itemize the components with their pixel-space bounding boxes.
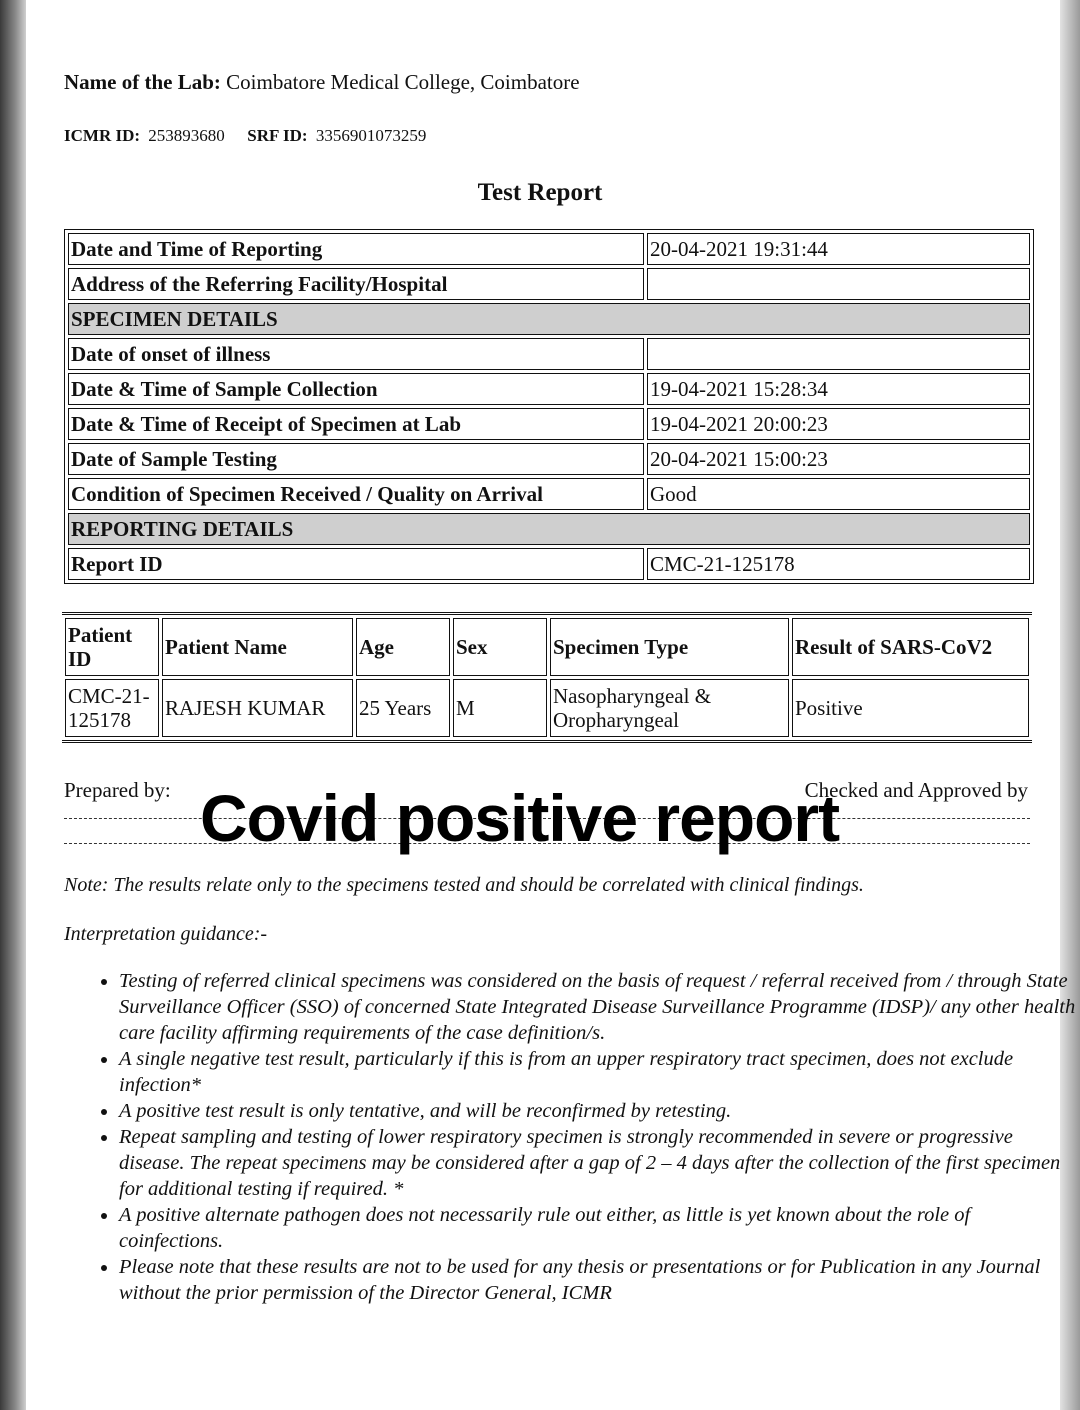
- specimen-type-cell: Nasopharyngeal & Oropharyngeal: [550, 679, 789, 737]
- sex-cell: M: [453, 679, 547, 737]
- column-header: Patient Name: [162, 618, 353, 676]
- patient-table: [62, 612, 1032, 743]
- detail-value: 19-04-2021 20:00:23: [647, 408, 1030, 440]
- section-heading: SPECIMEN DETAILS: [68, 303, 1030, 335]
- column-header: Age: [356, 618, 450, 676]
- list-item: • Please note that these results are not to be used for any thesis or presentations or for Publication in any Journal without the prior permission of the Director General, ICMR: [119, 1254, 1079, 1306]
- list-item: • A positive test result is only tentative, and will be reconfirmed by retesting.: [119, 1098, 1079, 1124]
- patient-id-cell: CMC-21-125178: [65, 679, 159, 737]
- ids-line: [64, 126, 426, 146]
- detail-label: Date & Time of Sample Collection: [68, 373, 644, 405]
- result-cell: Positive: [792, 679, 1029, 737]
- table-row: [68, 478, 1030, 510]
- srf-id-value: 3356901073259: [315, 126, 427, 145]
- age-cell: 25 Years: [356, 679, 450, 737]
- photo-edge-left: [0, 0, 26, 1410]
- list-item: • A single negative test result, particularly if this is from an upper respiratory tract specimen, does not exclude infection*: [119, 1046, 1079, 1098]
- lab-name-label: Name of the Lab:: [64, 70, 221, 94]
- checked-by-label: Checked and Approved by: [804, 778, 1028, 802]
- prepared-by-label: Prepared by:: [64, 778, 171, 802]
- detail-value: Good: [647, 478, 1030, 510]
- list-item: • Testing of referred clinical specimens was considered on the basis of request / referral received from / through State Surveillance Officer (SSO) of concerned State Integrated Disease Surveillance Programme (IDSP)/ any other health care facility affirming requirements of the case definition/s.: [119, 968, 1079, 1046]
- table-row: [65, 679, 1029, 737]
- overlay-caption: Covid positive report: [200, 781, 840, 855]
- detail-value: 20-04-2021 19:31:44: [647, 233, 1030, 265]
- detail-label: Date & Time of Receipt of Specimen at Lab: [68, 408, 644, 440]
- list-item: • Repeat sampling and testing of lower respiratory specimen is strongly recommended in severe or progressive disease. The repeat specimens may be considered after a gap of 2 – 4 days after the collection of the first specimen for additional testing if required. *: [119, 1124, 1079, 1202]
- table-row: [68, 548, 1030, 580]
- detail-label: Condition of Specimen Received / Quality on Arrival: [68, 478, 644, 510]
- srf-id-label: SRF ID:: [247, 126, 308, 145]
- patient-name-cell: RAJESH KUMAR: [162, 679, 353, 737]
- table-header-row: [65, 618, 1029, 676]
- column-header: Specimen Type: [550, 618, 789, 676]
- detail-value: 20-04-2021 15:00:23: [647, 443, 1030, 475]
- icmr-id-value: 253893680: [148, 126, 225, 145]
- table-row: [68, 268, 1030, 300]
- icmr-id-label: ICMR ID:: [64, 126, 141, 145]
- lab-name-line: [64, 70, 580, 95]
- detail-label: Date of onset of illness: [68, 338, 644, 370]
- table-row: [68, 338, 1030, 370]
- lab-name-value: Coimbatore Medical College, Coimbatore: [226, 70, 580, 94]
- details-table: [64, 229, 1034, 584]
- detail-value: 19-04-2021 15:28:34: [647, 373, 1030, 405]
- list-item: • A positive alternate pathogen does not necessarily rule out either, as little is yet known about the role of coinfections.: [119, 1202, 1079, 1254]
- table-row: [68, 443, 1030, 475]
- table-row: [68, 408, 1030, 440]
- interpretation-title: Interpretation guidance:-: [64, 923, 268, 945]
- section-heading: REPORTING DETAILS: [68, 513, 1030, 545]
- page-title: Test Report: [477, 179, 603, 206]
- detail-label: Date and Time of Reporting: [68, 233, 644, 265]
- column-header: Sex: [453, 618, 547, 676]
- section-row: [68, 513, 1030, 545]
- note-text: Note: The results relate only to the specimens tested and should be correlated with clinical findings.: [64, 874, 864, 896]
- detail-label: Date of Sample Testing: [68, 443, 644, 475]
- detail-value: CMC-21-125178: [647, 548, 1030, 580]
- detail-value: [647, 338, 1030, 370]
- detail-label: Report ID: [68, 548, 644, 580]
- table-row: [68, 233, 1030, 265]
- column-header: Patient ID: [65, 618, 159, 676]
- section-row: [68, 303, 1030, 335]
- detail-value: [647, 268, 1030, 300]
- table-row: [68, 373, 1030, 405]
- detail-label: Address of the Referring Facility/Hospital: [68, 268, 644, 300]
- guidance-list: [64, 968, 1079, 1306]
- column-header: Result of SARS-CoV2: [792, 618, 1029, 676]
